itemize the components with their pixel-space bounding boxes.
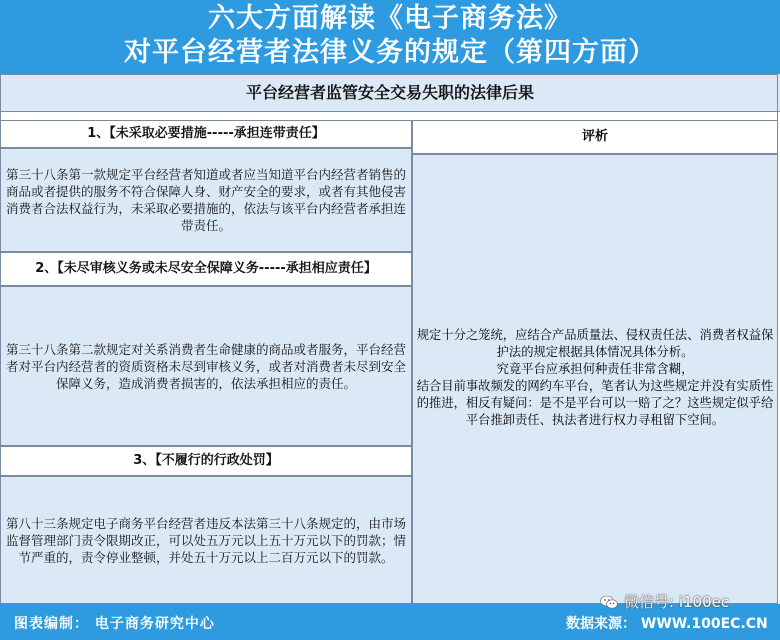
- review-paragraph-2: 究竟平台应承担何种责任非常含糊，: [496, 362, 694, 376]
- footer-source: 数据来源： WWW.100EC.CN: [566, 616, 768, 632]
- footer-credit: 图表编制： 电子商务研究中心: [14, 616, 215, 632]
- review-paragraph-1: 规定十分之笼统，应结合产品质量法、侵权责任法、消费者权益保护法的规定根据具体情况具体分析。: [416, 328, 774, 359]
- section-1-body-text: 第三十八条第一款规定平台经营者知道或者应当知道平台内经营者销售的商品或者提供的服务不符合保障人身、财产安全的要求，或者有其他侵害消费者合法权益行为，未采取必要措施的，依法与该平台内经营者承担连带责任。: [5, 167, 406, 233]
- section-1-heading-text: 1、【未采取必要措施-----承担连带责任】: [87, 126, 325, 141]
- section-3-heading-text: 3、【不履行的行政处罚】: [133, 453, 279, 468]
- section-3-body-text: 第八十三条规定电子商务平台经营者违反本法第三十八条规定的，由市场监督管理部门责令限期改正，可以处五万元以上五十万元以下的罚款；情节严重的，责令停业整顿，并处五十万元以上二百万元以下的罚款。: [5, 515, 406, 565]
- review-heading-text: 评析: [581, 129, 608, 144]
- table-frame: [0, 74, 778, 604]
- review-paragraph-3: 结合目前事故频发的网约车平台，笔者认为这些规定并没有实质性的推进，相反有疑问：是不是平台可以一赔了之？这些规定似乎给平台推卸责任、执法者进行权力寻租留下空间。: [416, 379, 774, 427]
- section-2-heading-text: 2、【未尽审核义务或未尽安全保障义务-----承担相应责任】: [35, 261, 377, 276]
- watermark-text: 微信号: i100ec: [624, 593, 730, 611]
- table-subtitle: 平台经营者监管安全交易失职的法律后果: [0, 74, 780, 112]
- section-2-body-text: 第三十八条第二款规定对关系消费者生命健康的商品或者服务，平台经营者对平台内经营者的资质资格未尽到审核义务，或者对消费者未尽到安全保障义务，造成消费者损害的，依法承担相应的责任。: [5, 341, 406, 391]
- wechat-watermark: [600, 591, 770, 613]
- title-line-1: 六大方面解读《电子商务法》: [208, 3, 572, 34]
- title-line-2: 对平台经营者法律义务的规定（第四方面）: [124, 37, 656, 68]
- header-banner: [0, 0, 780, 74]
- wechat-icon: [600, 595, 618, 609]
